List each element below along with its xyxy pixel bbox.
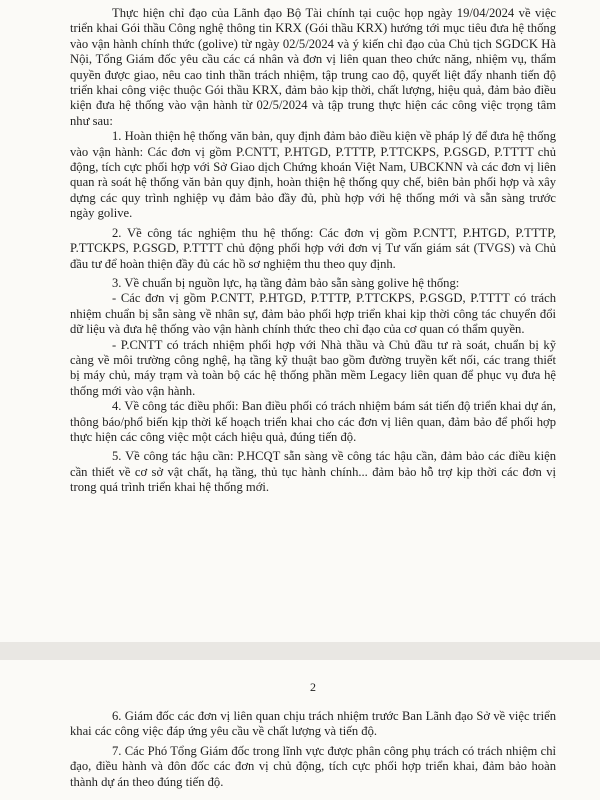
item-5-paragraph: 5. Về công tác hậu cần: P.HCQT sẵn sàng về công tác hậu cần, đảm bảo các điều kiện cần thiết về cơ sở vật chất, hạ tầng, thủ tục hành chính... đảm bảo hỗ trợ kịp thời các đơn vị trong quá trình triển khai hệ thống mới. — [70, 449, 556, 495]
page-number: 2 — [310, 680, 316, 694]
item-4-paragraph: 4. Về công tác điều phối: Ban điều phối có trách nhiệm bám sát tiến độ triển khai dự án, thông báo/phổ biến kịp thời kế hoạch triển khai cho các đơn vị liên quan, đảm bảo để phối hợp thực hiện các công việc một cách hiệu quả, đúng tiến độ. — [70, 399, 556, 444]
item-7-paragraph: 7. Các Phó Tổng Giám đốc trong lĩnh vực được phân công phụ trách có trách nhiệm chỉ đạo, điều hành và đôn đốc các đơn vị chủ động, tích cực phối hợp triển khai, đảm bảo hoàn thành dự án theo đúng tiến độ. — [70, 743, 556, 789]
intro-paragraph: Thực hiện chỉ đạo của Lãnh đạo Bộ Tài chính tại cuộc họp ngày 19/04/2024 về việc triển khai Gói thầu Công nghệ thông tin KRX (Gói thầu KRX) hướng tới mục tiêu đưa hệ thống vào vận hành chính thức (golive) từ ngày 02/5/2024 và ý kiến chỉ đạo của Chủ tịch SGDCK Hà Nội, Tổng Giám đốc yêu cầu các cá nhân và đơn vị liên quan theo chức năng, nhiệm vụ, thẩm quyền được giao, nêu cao tinh thần trách nhiệm, tập trung cao độ, quyết liệt đẩy nhanh tiến độ triển khai công việc thuộc Gói thầu KRX, đảm bảo kịp thời, chất lượng, hiệu quả, đảm bảo điều kiện đưa hệ thống vào vận hành từ 02/5/2024 và tập trung thực hiện các công việc trọng tâm như sau: — [70, 6, 556, 128]
item-3b-paragraph: - P.CNTT có trách nhiệm phối hợp với Nhà thầu và Chủ đầu tư rà soát, chuẩn bị kỹ càng về môi trường công nghệ, hạ tầng kỹ thuật bao gồm đường truyền kết nối, các trang thiết bị máy chủ, máy trạm và toàn bộ các hệ thống phần mềm Legacy liên quan để phục vụ đưa hệ thống mới vào vận hành. — [70, 337, 556, 398]
item-6-paragraph: 6. Giám đốc các đơn vị liên quan chịu trách nhiệm trước Ban Lãnh đạo Sở về việc triển khai các công việc đáp ứng yêu cầu về chất lượng và tiến độ. — [70, 709, 556, 739]
item-3-heading: 3. Về chuẩn bị nguồn lực, hạ tầng đảm bảo sẵn sàng golive hệ thống: — [112, 275, 460, 290]
document-page-2 — [0, 660, 600, 800]
item-1-paragraph: 1. Hoàn thiện hệ thống văn bản, quy định đảm bảo điều kiện về pháp lý để đưa hệ thống vào vận hành: Các đơn vị gồm P.CNTT, P.HTGD, P.TTTP, P.TTCKPS, P.GSGD, P.TTTT chủ động, tích cực phối hợp với Sở Giao dịch Chứng khoán Việt Nam, UBCKNN và các đơn vị liên quan rà soát hệ thống văn bản quy định, hoàn thiện hệ thống quy chế, biên bản phối hợp và xây dựng các quy trình nghiệp vụ đảm bảo đầy đủ, phù hợp với hệ thống mới và sẵn sàng trước ngày golive. — [70, 129, 556, 221]
item-3a-paragraph: - Các đơn vị gồm P.CNTT, P.HTGD, P.TTTP, P.TTCKPS, P.GSGD, P.TTTT có trách nhiệm chuẩn bị sẵn sàng về nhân sự, đảm bảo phối hợp triển khai kịp thời công tác chuyển đổi dữ liệu và đưa hệ thống vào vận hành chính thức theo chỉ đạo của cơ quan có thẩm quyền. — [70, 291, 556, 337]
item-2-paragraph: 2. Về công tác nghiệm thu hệ thống: Các đơn vị gồm P.CNTT, P.HTGD, P.TTTP, P.TTCKPS, P.GSGD, P.TTTT chủ động phối hợp với đơn vị Tư vấn giám sát (TVGS) và Chủ đầu tư để hoàn thiện đầy đủ các hồ sơ nghiệm thu theo quy định. — [70, 225, 556, 271]
